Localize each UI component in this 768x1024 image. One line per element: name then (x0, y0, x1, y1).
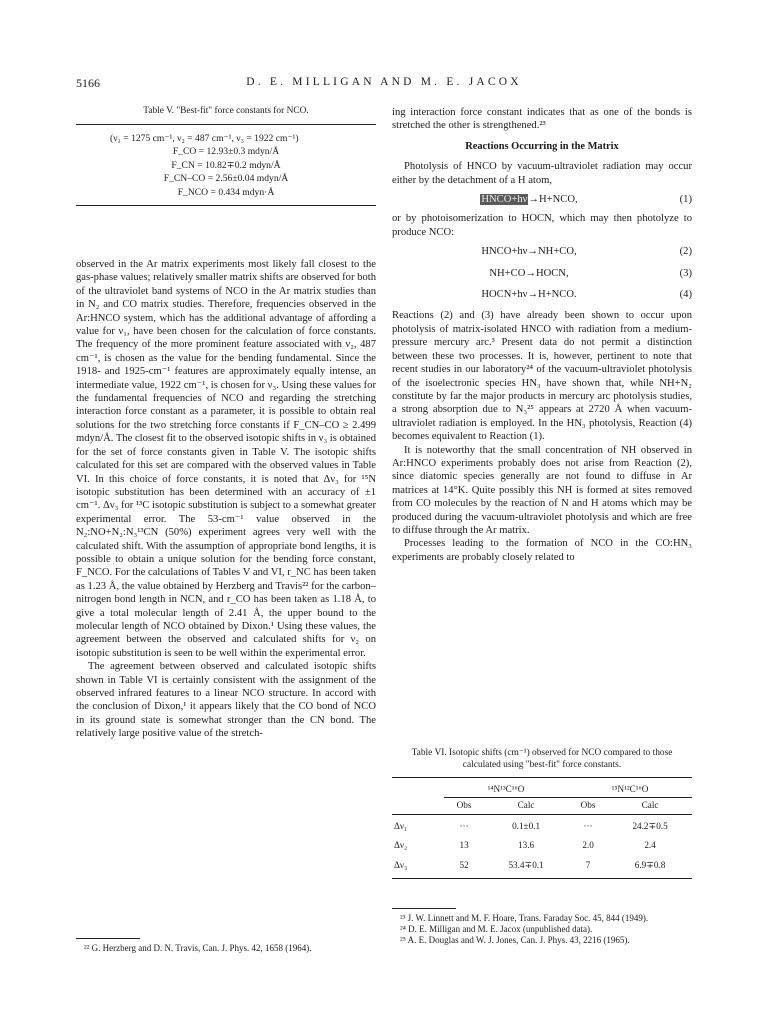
equation-expression (392, 193, 666, 206)
table-row-label: Δν₃ (394, 859, 408, 870)
table-cell: 0.1±0.1 (512, 820, 541, 831)
table-subheader: Calc (484, 798, 568, 814)
table-subheader: Calc (608, 798, 692, 814)
equation-1 (392, 193, 692, 206)
equation-number: (3) (679, 267, 692, 279)
table5-frequencies: (ν₁ = 1275 cm⁻¹, ν₂ = 487 cm⁻¹, ν₃ = 1922 cm⁻¹) (110, 132, 299, 144)
table-subheader: Obs (568, 798, 608, 814)
table5-row: F_CN–CO = 2.56±0.04 mdyn/Å (163, 173, 289, 184)
table6-grid (392, 777, 692, 879)
equation-expression: HNCO+hν→NH+CO, (481, 246, 577, 258)
table5-bottom-rule (76, 205, 376, 206)
body-paragraph: Processes leading to the formation of NCO in the CO:HN₃ experiments are probably closely related to (392, 538, 692, 563)
table-cell: ··· (583, 820, 593, 831)
table-row-label: Δν₂ (394, 840, 408, 851)
table-corner (392, 798, 444, 814)
right-footnotes (392, 902, 692, 946)
highlighted-text: HNCO+hν (481, 194, 528, 206)
body-paragraph: The agreement between observed and calculated isotopic shifts shown in Table VI is certainly consistent with the assignment of the observed infrared features to a linear NCO structure. In accord with the conclusion of Dixon,¹ it appears likely that the CO bond of NCO in its ground state is somewhat stronger than the CN bond. The relatively large positive value of the stretch- (76, 661, 376, 740)
page-number: 5166 (76, 76, 100, 90)
equation-number: (4) (679, 289, 692, 301)
left-footnotes (76, 932, 376, 954)
running-head: D. E. MILLIGAN AND M. E. JACOX (246, 76, 522, 88)
equation-expression: HOCN+hν→H+NCO. (481, 289, 577, 301)
table5-body (76, 125, 376, 206)
section-title: Reactions Occurring in the Matrix (465, 140, 619, 152)
table-cell: 13 (459, 840, 469, 851)
table-cell: 52 (459, 859, 469, 870)
table-cell: 7 (585, 859, 591, 870)
table6-caption: Table VI. Isotopic shifts (cm⁻¹) observed for NCO compared to those calculated using "best-fit" force constants. (411, 748, 673, 770)
table5-row: F_CN = 10.82∓0.2 mdyn/Å (171, 159, 281, 171)
equation-2 (392, 245, 692, 258)
footnote: ²⁵ A. E. Douglas and W. J. Jones, Can. J. Phys. 43, 2216 (1965). (400, 935, 630, 945)
body-paragraph: ing interaction force constant indicates that as one of the bonds is stretched the other is strengthened.²³ (392, 107, 692, 132)
table-row-label: Δν₁ (394, 820, 408, 831)
body-paragraph: observed in the Ar matrix experiments most likely fall closest to the gas-phase values; relatively smaller matrix shifts are observed for both of the ultraviolet band systems of NCO in the Ar matrix studies than in N₂ and CO matrix studies. Therefore, frequencies observed in the Ar:HNCO system, which has the additional advantage of affording a value for ν₁, have been chosen for the calculation of force constants. The frequency of the more prominent feature associated with ν₂, 487 cm⁻¹, is chosen as the value for the bending fundamental. Since the 1918- and 1925-cm⁻¹ features are approximately equally intense, an intermediate value, 1922 cm⁻¹, is chosen for ν₃. Using these values for the fundamental frequencies of NCO and regarding the stretching interaction force constant as a parameter, it is possible to obtain real solutions for the two stretching force constants if F_CN–CO ≥ 2.499 mdyn/Å. The closest fit to the observed isotopic shifts in ν₃ is obtained for the set of force constants given in Table V. The isotopic shifts calculated for this set are compared with the observed values in Table VI. In this choice of force constants, it is noted that Δν₃ for ¹⁵N isotopic substitution has been determined with an accuracy of ±1 cm⁻¹. Δν₃ for ¹³C isotopic substitution is subject to a somewhat greater experimental error. The 53-cm⁻¹ value observed in the N₂:NO+N₂:N₃¹³CN (50%) experiment agrees very well with the calculated shift. With the assumption of appropriate bond lengths, it is possible to obtain a unique solution for the bending force constant, F_NCO. For the calculations of Tables V and VI, r_NC has been taken as 1.23 Å, the value obtained by Herzberg and Travis²² for the carbon–nitrogen bond length in NCN, and r_CO has been taken as 1.18 Å, to give a total molecular length of 2.41 Å, the upper bound to the molecular length of NCO obtained by Dixon.¹ Using these values, the agreement between the observed and calculated shifts for ν₂ on isotopic substitution is seen to be well within the experimental error. (76, 259, 376, 659)
table-cell: ··· (459, 820, 469, 831)
table-row (392, 798, 692, 814)
table-cell: 53.4∓0.1 (508, 859, 544, 870)
equation-rest: →H+NCO, (528, 194, 578, 206)
table-subheader: Obs (444, 798, 484, 814)
footnote: ²² G. Herzberg and D. N. Travis, Can. J. Phys. 42, 1658 (1964). (84, 943, 312, 953)
table-row (392, 778, 692, 798)
equation-number: (2) (679, 246, 692, 258)
footnote: ²⁴ D. E. Milligan and M. E. Jacox (unpublished data). (400, 924, 593, 934)
table5-row: F_CO = 12.93±0.3 mdyn/Å (172, 146, 280, 157)
table5-row: F_NCO = 0.434 mdyn·Å (177, 186, 275, 198)
table-group-header: ¹⁵N¹²C¹⁶O (611, 784, 649, 794)
table-row (392, 854, 692, 879)
table-cell: 6.9∓0.8 (634, 859, 666, 870)
table-row (392, 834, 692, 853)
left-body (76, 258, 376, 741)
equation-expression: NH+CO→HOCN, (489, 267, 569, 279)
equation-3 (392, 267, 692, 280)
equation-4 (392, 288, 692, 301)
body-paragraph: or by photoisomerization to HOCN, which may then photolyze to produce NCO: (392, 213, 692, 238)
table-cell: 2.0 (582, 840, 594, 851)
table6 (392, 748, 692, 879)
table-group-header: ¹⁴N¹³C¹⁶O (487, 784, 525, 794)
table-corner (392, 778, 444, 798)
footnote-rule (76, 938, 140, 939)
right-column (392, 106, 692, 564)
table-cell: 24.2∓0.5 (632, 820, 668, 831)
table-cell: 13.6 (518, 840, 535, 851)
body-paragraph: Reactions (2) and (3) have already been shown to occur upon photolysis of matrix-isolated HNCO with radiation from a medium-pressure mercury arc.³ Present data do not permit a distinction between these two processes. It is, however, pertinent to note that recent studies in our laboratory²⁴ of the vacuum-ultraviolet photolysis of the isoelectronic species HN₃ have shown that, while NH+N₂ constitute by far the major products in mercury arc photolysis studies, a strong absorption due to N₃²⁵ appears at 2720 Å when vacuum-ultraviolet radiation is employed. In the HN₃ photolysis, Reaction (4) becomes equivalent to Reaction (1). (392, 310, 692, 443)
table5-caption: Table V. "Best-fit" force constants for NCO. (143, 106, 309, 116)
table-row (392, 814, 692, 834)
body-paragraph: It is noteworthy that the small concentration of NH observed in Ar:HNCO experiments probably does not arise from Reaction (2), since diatomic species generally are not found to diffuse in Ar matrices at 14°K. Quite possibly this NH is formed at sites removed from CO molecules by the reaction of N and H atoms which may be produced during the vacuum-ultraviolet photolysis and which are free to diffuse through the Ar matrix. (392, 444, 692, 536)
footnote: ²³ J. W. Linnett and M. F. Hoare, Trans. Faraday Soc. 45, 844 (1949). (400, 913, 649, 923)
footnote-rule (392, 908, 456, 909)
body-paragraph: Photolysis of HNCO by vacuum-ultraviolet radiation may occur either by the detachment of a H atom, (392, 161, 692, 186)
equation-number: (1) (679, 194, 692, 206)
left-column (76, 106, 376, 206)
table-cell: 2.4 (644, 840, 656, 851)
